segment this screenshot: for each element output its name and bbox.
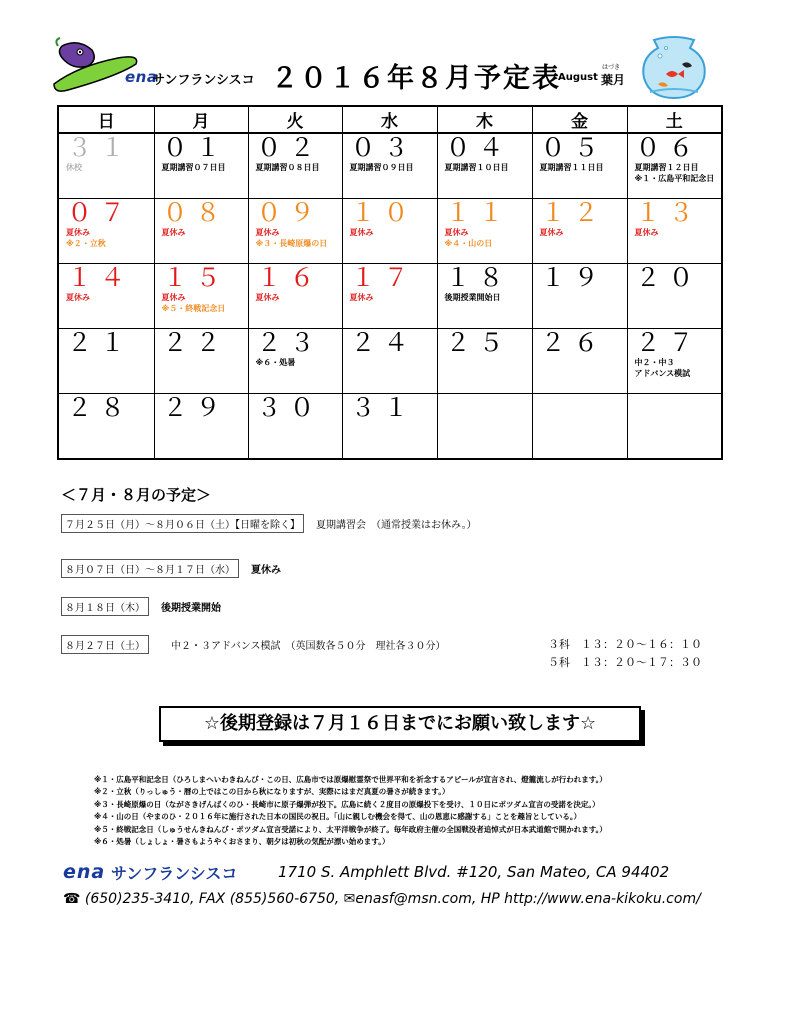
calendar-week [58,133,722,199]
schedule-date: ８月２７日（土） [61,635,149,654]
calendar-day-cell [154,133,248,199]
day-event: 夏休み [255,228,280,237]
note-4: ※４・山の日（やまのひ・２０１６年に施行された日本の国民の祝日。「山に親しむ機会を得て、山の恩恵に感謝する」ことを趣旨としている。） [94,812,582,822]
day-event: 夏期講習０８日目 [255,163,320,172]
day-event: 夏休み [634,228,659,237]
brand-name-jp: サンフランシスコ [152,73,255,88]
schedule-desc: 夏期講習会 （通常授業はお休み。） [316,520,477,531]
note-5: ※５・終戦記念日（しゅうせんきねんび・ポツダム宣言受諾により、太平洋戦争が終了。毎年政府主催の全国戦没者追悼式が日本武道館で開かれます。） [94,824,607,834]
day-number: １９ [540,263,607,292]
weekday-header: 木 [437,106,532,133]
phone-icon: ☎ [63,891,81,907]
weekday-header: 金 [532,106,627,133]
day-event: ※５・終戦記念日 [161,304,226,313]
day-event: 夏期講習１２日目 [634,163,699,172]
calendar-day-cell [627,264,722,329]
calendar-week [58,329,722,394]
schedule-item [61,559,281,578]
calendar-day-cell [342,329,437,394]
schedule-item [61,635,446,654]
holiday-notes [94,774,607,848]
calendar-day-cell [154,394,248,460]
schedule-desc: 夏休み [251,565,281,576]
calendar-day-cell [437,394,532,460]
day-number: ２１ [67,328,134,357]
calendar-day-cell [532,329,627,394]
day-event: 中２・中３ [634,358,675,367]
schedule-item [61,514,477,533]
day-event: 後期授業開始日 [444,293,501,302]
day-number: ０６ [635,133,702,162]
day-number: ３１ [350,393,417,422]
schedule-desc: 中２・３アドバンス模試 （英国数各５０分 理社各３０分） [171,641,446,652]
calendar-day-cell [532,133,627,199]
day-number: １８ [445,263,512,292]
calendar-table [57,105,723,460]
day-number: ２２ [162,328,229,357]
calendar-day-cell [154,329,248,394]
day-event: 夏休み [349,228,374,237]
note-2: ※２・立秋（りっしゅう・暦の上ではこの日から秋になりますが、実際にはまだ真夏の暑さが続きます。） [94,787,450,797]
weekday-header: 月 [154,106,248,133]
homepage-link[interactable]: , HP http://www.ena-kikoku.com/ [471,891,701,907]
goldfish-bowl-illustration [638,34,710,100]
schedule-date: ７月２５日（月）～８月０６日（土）【日曜を除く】 [61,514,304,533]
day-number: ０９ [256,198,323,227]
calendar-week [58,394,722,460]
day-number: １６ [256,263,323,292]
day-number: ２８ [67,393,134,422]
month-japanese: 葉月 [601,73,626,87]
day-event: 休校 [66,163,82,172]
day-event: 夏休み [161,228,186,237]
calendar-day-cell [58,264,154,329]
day-number: １１ [445,198,512,227]
schedule-date: ８月０７日（日）～８月１７日（水） [61,559,239,578]
weekday-header: 火 [248,106,342,133]
calendar-week [58,199,722,264]
footer-brand-jp: サンフランシスコ [111,864,238,883]
calendar-day-cell [248,394,342,460]
day-event: 夏期講習０７日目 [161,163,226,172]
note-3: ※３・長崎原爆の日（ながさきげんばくのひ・長崎市に原子爆弾が投下。広島に続く２度目の原爆投下を受け、１０日にポツダム宣言の受諾を決定。） [94,799,600,809]
day-number: ３１ [67,133,134,162]
calendar-day-cell [248,199,342,264]
day-number: ０８ [162,198,229,227]
day-number: ２５ [445,328,512,357]
day-number: ０２ [256,133,323,162]
day-event: 夏期講習１０日目 [444,163,509,172]
day-event: 夏休み [349,293,374,302]
day-number: ０７ [67,198,134,227]
day-number: ０４ [445,133,512,162]
calendar-day-cell [248,133,342,199]
calendar-day-cell [627,199,722,264]
month-ruby: はづき [602,64,621,71]
day-number: １４ [67,263,134,292]
day-number: ０５ [540,133,607,162]
schedule-title: ＜７月・８月の予定＞ [61,486,212,504]
calendar-day-cell [342,394,437,460]
day-event: ※４・山の日 [444,239,493,248]
schedule-desc: 後期授業開始 [161,603,221,614]
day-number: ３０ [256,393,323,422]
calendar-day-cell [154,199,248,264]
day-event: 夏期講習１１日目 [539,163,604,172]
day-number: ２３ [256,328,323,357]
phone-fax: (650)235-3410, FAX (855)560-6750, [84,891,344,907]
footer-address: 1710 S. Amphlett Blvd. #120, San Mateo, CA 94402 [278,863,670,881]
calendar-day-cell [437,264,532,329]
day-number: ０１ [162,133,229,162]
registration-banner: ☆後期登録は７月１６日までにお願い致します☆ [159,706,641,742]
page-title: ２０１６年８月予定表 [271,63,561,94]
calendar-day-cell [342,264,437,329]
calendar-day-cell [342,199,437,264]
day-event: 夏休み [161,293,186,302]
calendar-day-cell [532,264,627,329]
day-number: ２６ [540,328,607,357]
day-number: ２０ [635,263,702,292]
day-event: ※２・立秋 [66,239,106,248]
weekday-header: 日 [58,106,154,133]
brand-logo: ena [125,68,158,86]
day-number: １５ [162,263,229,292]
email-link[interactable]: enasf@msn.com [355,891,472,907]
calendar-day-cell [532,394,627,460]
exam-time-5: ５科 １３：２０～１７：３０ [548,656,702,669]
schedule-item [61,597,221,616]
footer-brand-logo: ena [63,861,106,883]
day-event: 夏休み [539,228,564,237]
day-number: ２４ [350,328,417,357]
calendar-day-cell [627,329,722,394]
calendar-day-cell [248,329,342,394]
calendar-day-cell [437,329,532,394]
day-number: １３ [635,198,702,227]
day-event: ※３・長崎原爆の日 [255,239,328,248]
day-number: １２ [540,198,607,227]
day-event: 夏休み [66,293,90,302]
calendar-day-cell [248,264,342,329]
calendar-day-cell [532,199,627,264]
note-6: ※６・処暑（しょしょ・暑さもようやくおさまり、朝夕は初秋の気配が漂い始めます。） [94,837,390,847]
calendar-day-cell [437,133,532,199]
weekday-header-row [58,106,722,133]
weekday-header: 水 [342,106,437,133]
calendar-day-cell [58,394,154,460]
day-number: １０ [350,198,417,227]
calendar-day-cell [58,133,154,199]
note-1: ※１・広島平和記念日（ひろしまへいわきねんび・この日、広島市では原爆慰霊祭で世界平和を祈念するアピールが宣言され、燈籠流しが行われます。） [94,775,607,784]
month-english: August [558,72,598,83]
calendar-day-cell [58,329,154,394]
calendar-day-cell [627,394,722,460]
day-event: 夏期講習０９日目 [349,163,414,172]
calendar-day-cell [437,199,532,264]
calendar-day-cell [58,199,154,264]
calendar-day-cell [154,264,248,329]
day-number: ０３ [350,133,417,162]
email-icon: ✉ [343,891,356,907]
weekday-header: 土 [627,106,722,133]
day-event: アドバンス模試 [634,369,691,378]
day-event: ※６・処暑 [255,358,296,367]
footer-contact [63,891,701,907]
exam-time-3: ３科 １３：２０～１６：１０ [548,638,702,651]
day-event: 夏休み [255,293,280,302]
calendar-week [58,264,722,329]
schedule-date: ８月１８日（木） [61,597,149,616]
day-event: 夏休み [66,228,90,237]
day-number: ２９ [162,393,229,422]
calendar-day-cell [342,133,437,199]
day-number: １７ [350,263,417,292]
day-number: ２７ [635,328,702,357]
day-event: 夏休み [444,228,469,237]
calendar-day-cell [627,133,722,199]
day-event: ※１・広島平和記念日 [634,174,715,183]
